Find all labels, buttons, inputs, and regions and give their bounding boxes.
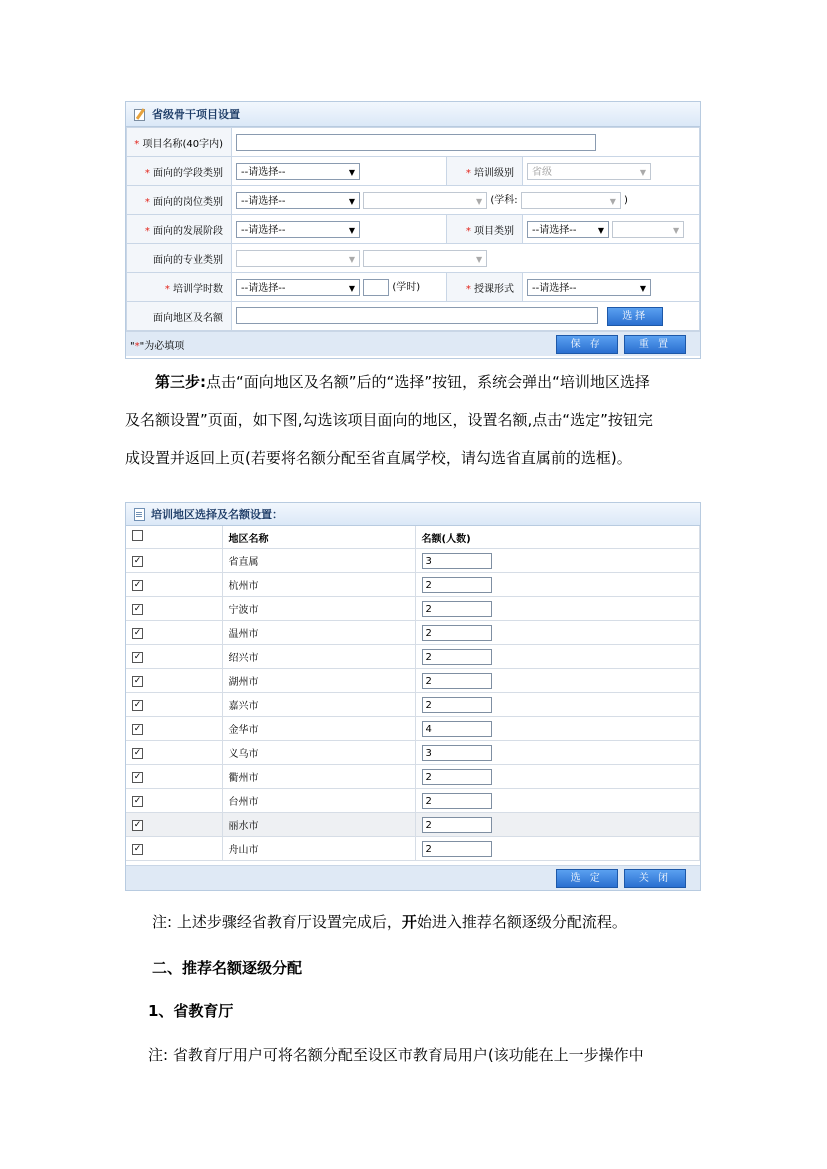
region-checkbox[interactable]: ✓: [133, 747, 142, 758]
stage-label: * 面向的学段类别: [127, 157, 232, 186]
region-select-panel: [125, 502, 701, 891]
dropdown-arrow-icon: ▼: [476, 196, 483, 206]
table-row: [126, 597, 700, 621]
hours-input[interactable]: [363, 279, 389, 296]
level-label: * 培训级别: [447, 157, 523, 186]
project-type-label: * 项目类别: [447, 215, 523, 244]
subsection-heading: 1、省教育厅: [148, 1002, 234, 1020]
dropdown-arrow-icon: ▼: [639, 167, 646, 177]
close-button[interactable]: 关 闭: [624, 869, 686, 888]
confirm-button[interactable]: 选 定: [556, 869, 618, 888]
quota-input[interactable]: 2: [422, 601, 492, 617]
level-select[interactable]: 省级 ▼: [527, 163, 651, 180]
region-name: 义乌市: [222, 741, 415, 765]
subject-prefix: (学科:: [490, 195, 518, 207]
quota-input[interactable]: 4: [422, 721, 492, 737]
document-icon: [134, 508, 145, 521]
dropdown-arrow-icon: ▼: [476, 254, 483, 264]
region-checkbox[interactable]: ✓: [133, 699, 142, 710]
quota-input[interactable]: 2: [422, 817, 492, 833]
region-label: 面向地区及名额: [127, 302, 232, 331]
region-checkbox[interactable]: ✓: [133, 795, 142, 806]
post-sub-select[interactable]: [363, 192, 487, 209]
project-settings-panel: [125, 101, 701, 359]
step3-paragraph: [125, 365, 705, 475]
region-name: 嘉兴市: [222, 693, 415, 717]
project-name-label: * 项目名称(40字内): [127, 128, 232, 157]
project-name-input[interactable]: [236, 134, 596, 151]
col-region-name: 地区名称: [222, 526, 415, 549]
region-name: 省直属: [222, 549, 415, 573]
table-row: [126, 765, 700, 789]
table-row: [126, 741, 700, 765]
settings-form: [126, 127, 700, 331]
edit-icon: [134, 108, 146, 120]
table-row: [126, 573, 700, 597]
dropdown-arrow-icon: ▼: [597, 225, 604, 235]
region-checkbox[interactable]: ✓: [133, 843, 142, 854]
quota-input[interactable]: 2: [422, 793, 492, 809]
region-checkbox[interactable]: ✓: [133, 627, 142, 638]
region-name: 杭州市: [222, 573, 415, 597]
stage-select[interactable]: --请选择-- ▼: [236, 163, 360, 180]
step3-line1: 点击“面向地区及名额”后的“选择”按钮，系统会弹出“培训地区选择: [206, 373, 650, 391]
region-name: 丽水市: [222, 813, 415, 837]
post-label: * 面向的岗位类别: [127, 186, 232, 215]
region-table: [126, 526, 700, 861]
quota-input[interactable]: 2: [422, 649, 492, 665]
dropdown-arrow-icon: ▼: [609, 196, 616, 206]
table-header-row: [126, 526, 700, 549]
dropdown-arrow-icon: ▼: [348, 167, 355, 177]
region-panel-header: [126, 503, 700, 526]
region-checkbox[interactable]: ✓: [133, 603, 142, 614]
hours-unit: (学时): [392, 282, 421, 294]
select-all-checkbox[interactable]: [132, 530, 143, 541]
region-checkbox[interactable]: ✓: [133, 771, 142, 782]
dropdown-arrow-icon: ▼: [348, 254, 355, 264]
section2-heading: 二、推荐名额逐级分配: [152, 959, 303, 977]
note2: 注: 省教育厅用户可将名额分配至设区市教育局用户(该功能在上一步操作中: [148, 1046, 644, 1064]
choose-button[interactable]: 选择: [607, 307, 663, 326]
region-checkbox[interactable]: ✓: [133, 675, 142, 686]
panel-header: [126, 102, 700, 127]
teaching-mode-label: * 授课形式: [447, 273, 523, 302]
note1: 注: 上述步骤经省教育厅设置完成后，开始进入推荐名额逐级分配流程。: [152, 913, 627, 931]
quota-input[interactable]: 2: [422, 697, 492, 713]
region-name: 宁波市: [222, 597, 415, 621]
table-row: [126, 549, 700, 573]
quota-input[interactable]: 3: [422, 553, 492, 569]
region-name: 台州市: [222, 789, 415, 813]
step3-line2: 及名额设置”页面，如下图,勾选该项目面向的地区，设置名额,点击“选定”按钮完: [125, 411, 653, 429]
region-panel-title: 培训地区选择及名额设置：: [151, 508, 283, 521]
table-row: [126, 693, 700, 717]
quota-input[interactable]: 2: [422, 769, 492, 785]
project-subtype-select[interactable]: [612, 221, 684, 238]
region-checkbox[interactable]: ✓: [133, 819, 142, 830]
region-checkbox[interactable]: ✓: [133, 555, 142, 566]
region-name: 绍兴市: [222, 645, 415, 669]
panel-title: 省级骨干项目设置: [152, 108, 240, 121]
region-name: 金华市: [222, 717, 415, 741]
major-sub-select[interactable]: [363, 250, 487, 267]
region-input[interactable]: [236, 307, 598, 324]
hours-select[interactable]: --请选择-- ▼: [236, 279, 360, 296]
dropdown-arrow-icon: ▼: [673, 225, 680, 235]
post-select[interactable]: --请选择-- ▼: [236, 192, 360, 209]
dev-stage-label: * 面向的发展阶段: [127, 215, 232, 244]
project-type-select[interactable]: --请选择-- ▼: [527, 221, 609, 238]
quota-input[interactable]: 2: [422, 841, 492, 857]
subject-select[interactable]: [521, 192, 621, 209]
quota-input[interactable]: 2: [422, 577, 492, 593]
table-row: [126, 789, 700, 813]
dev-stage-select[interactable]: --请选择-- ▼: [236, 221, 360, 238]
region-name: 温州市: [222, 621, 415, 645]
dropdown-arrow-icon: ▼: [348, 283, 355, 293]
region-name: 舟山市: [222, 837, 415, 861]
region-checkbox[interactable]: ✓: [133, 579, 142, 590]
subject-suffix: ): [624, 195, 628, 207]
quota-input[interactable]: 2: [422, 673, 492, 689]
region-name: 衢州市: [222, 765, 415, 789]
major-select[interactable]: [236, 250, 360, 267]
quota-input[interactable]: 2: [422, 625, 492, 641]
save-button[interactable]: 保 存: [556, 335, 618, 354]
step3-heading: 第三步:: [155, 373, 206, 391]
required-note: "*"为必填项: [130, 340, 185, 352]
dropdown-arrow-icon: ▼: [348, 196, 355, 206]
table-row: [126, 813, 700, 837]
region-footer: [126, 865, 700, 890]
dropdown-arrow-icon: ▼: [639, 283, 646, 293]
region-checkbox[interactable]: ✓: [133, 651, 142, 662]
table-row: [126, 621, 700, 645]
table-row: [126, 837, 700, 861]
table-row: [126, 645, 700, 669]
step3-line3: 成设置并返回上页(若要将名额分配至省直属学校，请勾选省直属前的选框)。: [125, 449, 632, 467]
col-quota: 名额(人数): [415, 526, 700, 549]
hours-label: * 培训学时数: [127, 273, 232, 302]
region-checkbox[interactable]: ✓: [133, 723, 142, 734]
table-row: [126, 669, 700, 693]
form-footer: [126, 331, 700, 356]
region-name: 湖州市: [222, 669, 415, 693]
dropdown-arrow-icon: ▼: [348, 225, 355, 235]
major-label: 面向的专业类别: [127, 244, 232, 273]
table-row: [126, 717, 700, 741]
teaching-mode-select[interactable]: --请选择-- ▼: [527, 279, 651, 296]
reset-button[interactable]: 重 置: [624, 335, 686, 354]
quota-input[interactable]: 3: [422, 745, 492, 761]
